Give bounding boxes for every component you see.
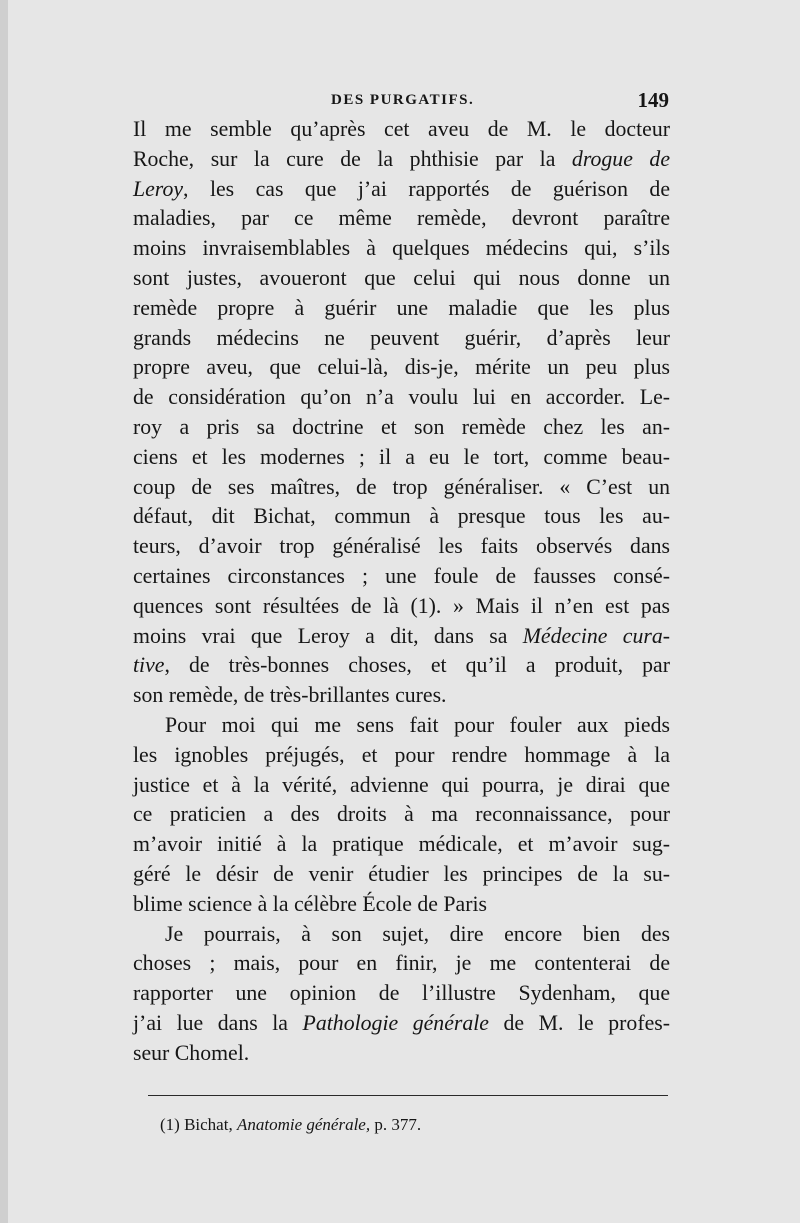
text-line: remède propre à guérir une maladie que les plus — [133, 295, 670, 320]
text-line: quences sont résultées de là (1). » Mais il n’en est pas — [133, 593, 670, 618]
text-line: défaut, dit Bichat, commun à presque tous les au- — [133, 504, 670, 529]
text-line: propre aveu, que celui-là, dis-je, mérite un peu plus — [133, 355, 670, 380]
footnote — [160, 1115, 421, 1135]
text-line: certaines circonstances ; une foule de fausses consé- — [133, 563, 670, 588]
text-segment: de M. le profes- — [488, 1010, 671, 1035]
text-segment: Roche, sur la cure de la phthisie par la — [133, 146, 572, 171]
text-line: choses ; mais, pour en finir, je me contenterai de — [133, 951, 670, 976]
footnote-marker: (1) — [160, 1115, 180, 1134]
text-segment: j’ai lue dans la — [133, 1010, 303, 1035]
text-segment: , les cas que j’ai rapportés de guérison de — [183, 176, 670, 201]
text-line — [133, 1009, 670, 1039]
footnote-author: Bichat, — [184, 1115, 233, 1134]
text-line: ce praticien a des droits à ma reconnaissance, pour — [133, 802, 670, 827]
text-line: les ignobles préjugés, et pour rendre hommage à la — [133, 742, 670, 767]
text-segment: moins vrai que Leroy a dit, dans sa — [133, 623, 523, 648]
text-line: maladies, par ce même remède, devront paraître — [133, 206, 670, 231]
text-line: m’avoir initié à la pratique médicale, et m’avoir sug- — [133, 832, 670, 857]
running-title: DES PURGATIFS. — [331, 92, 475, 108]
text-line: justice et à la vérité, advienne qui pourra, je dirai que — [133, 772, 670, 797]
italic-text: drogue de — [571, 146, 670, 171]
text-line: de considération qu’on n’a voulu lui en accorder. Le- — [133, 385, 670, 410]
page-edge — [0, 0, 8, 1223]
page-number: 149 — [637, 88, 669, 112]
text-line: coup de ses maîtres, de trop généraliser. « C’est un — [133, 474, 670, 499]
text-line: grands médecins ne peuvent guérir, d’après leur — [133, 325, 670, 350]
text-line: Il me semble qu’après cet aveu de M. le docteur — [133, 117, 670, 141]
text-line — [133, 622, 670, 652]
footnote-title: Anatomie générale, — [236, 1115, 371, 1134]
text-line — [133, 145, 670, 175]
text-line: rapporter une opinion de l’illustre Sydenham, que — [133, 981, 670, 1006]
footnote-page: p. 377. — [374, 1115, 422, 1134]
text-line: seur Chomel. — [133, 1040, 250, 1065]
page-header — [331, 88, 669, 116]
text-line: ciens et les modernes ; il a eu le tort, comme beau- — [133, 444, 670, 469]
body-text — [133, 115, 670, 1069]
text-line: teurs, d’avoir trop généralisé les faits observés dans — [133, 534, 670, 559]
text-line: Pour moi qui me sens fait pour fouler aux pieds — [165, 712, 670, 737]
text-line: Je pourrais, à son sujet, dire encore bien des — [165, 921, 670, 946]
text-line — [133, 651, 670, 681]
italic-text: Pathologie générale — [302, 1010, 489, 1035]
footnote-rule — [148, 1095, 668, 1096]
italic-text: Médecine cura- — [522, 623, 671, 648]
italic-text: tive — [133, 653, 165, 678]
text-line: roy a pris sa doctrine et son remède chez les an- — [133, 414, 670, 439]
text-line: moins invraisemblables à quelques médecins qui, s’ils — [133, 236, 670, 261]
text-line: géré le désir de venir étudier les principes de la su- — [133, 861, 670, 886]
text-line: son remède, de très-brillantes cures. — [133, 683, 447, 708]
italic-text: Leroy — [133, 176, 184, 201]
text-line — [133, 175, 670, 205]
text-segment: , de très-bonnes choses, et qu’il a produit, par — [164, 653, 670, 678]
text-line: blime science à la célèbre École de Paris — [133, 891, 488, 916]
text-line: sont justes, avoueront que celui qui nous donne un — [133, 265, 670, 290]
